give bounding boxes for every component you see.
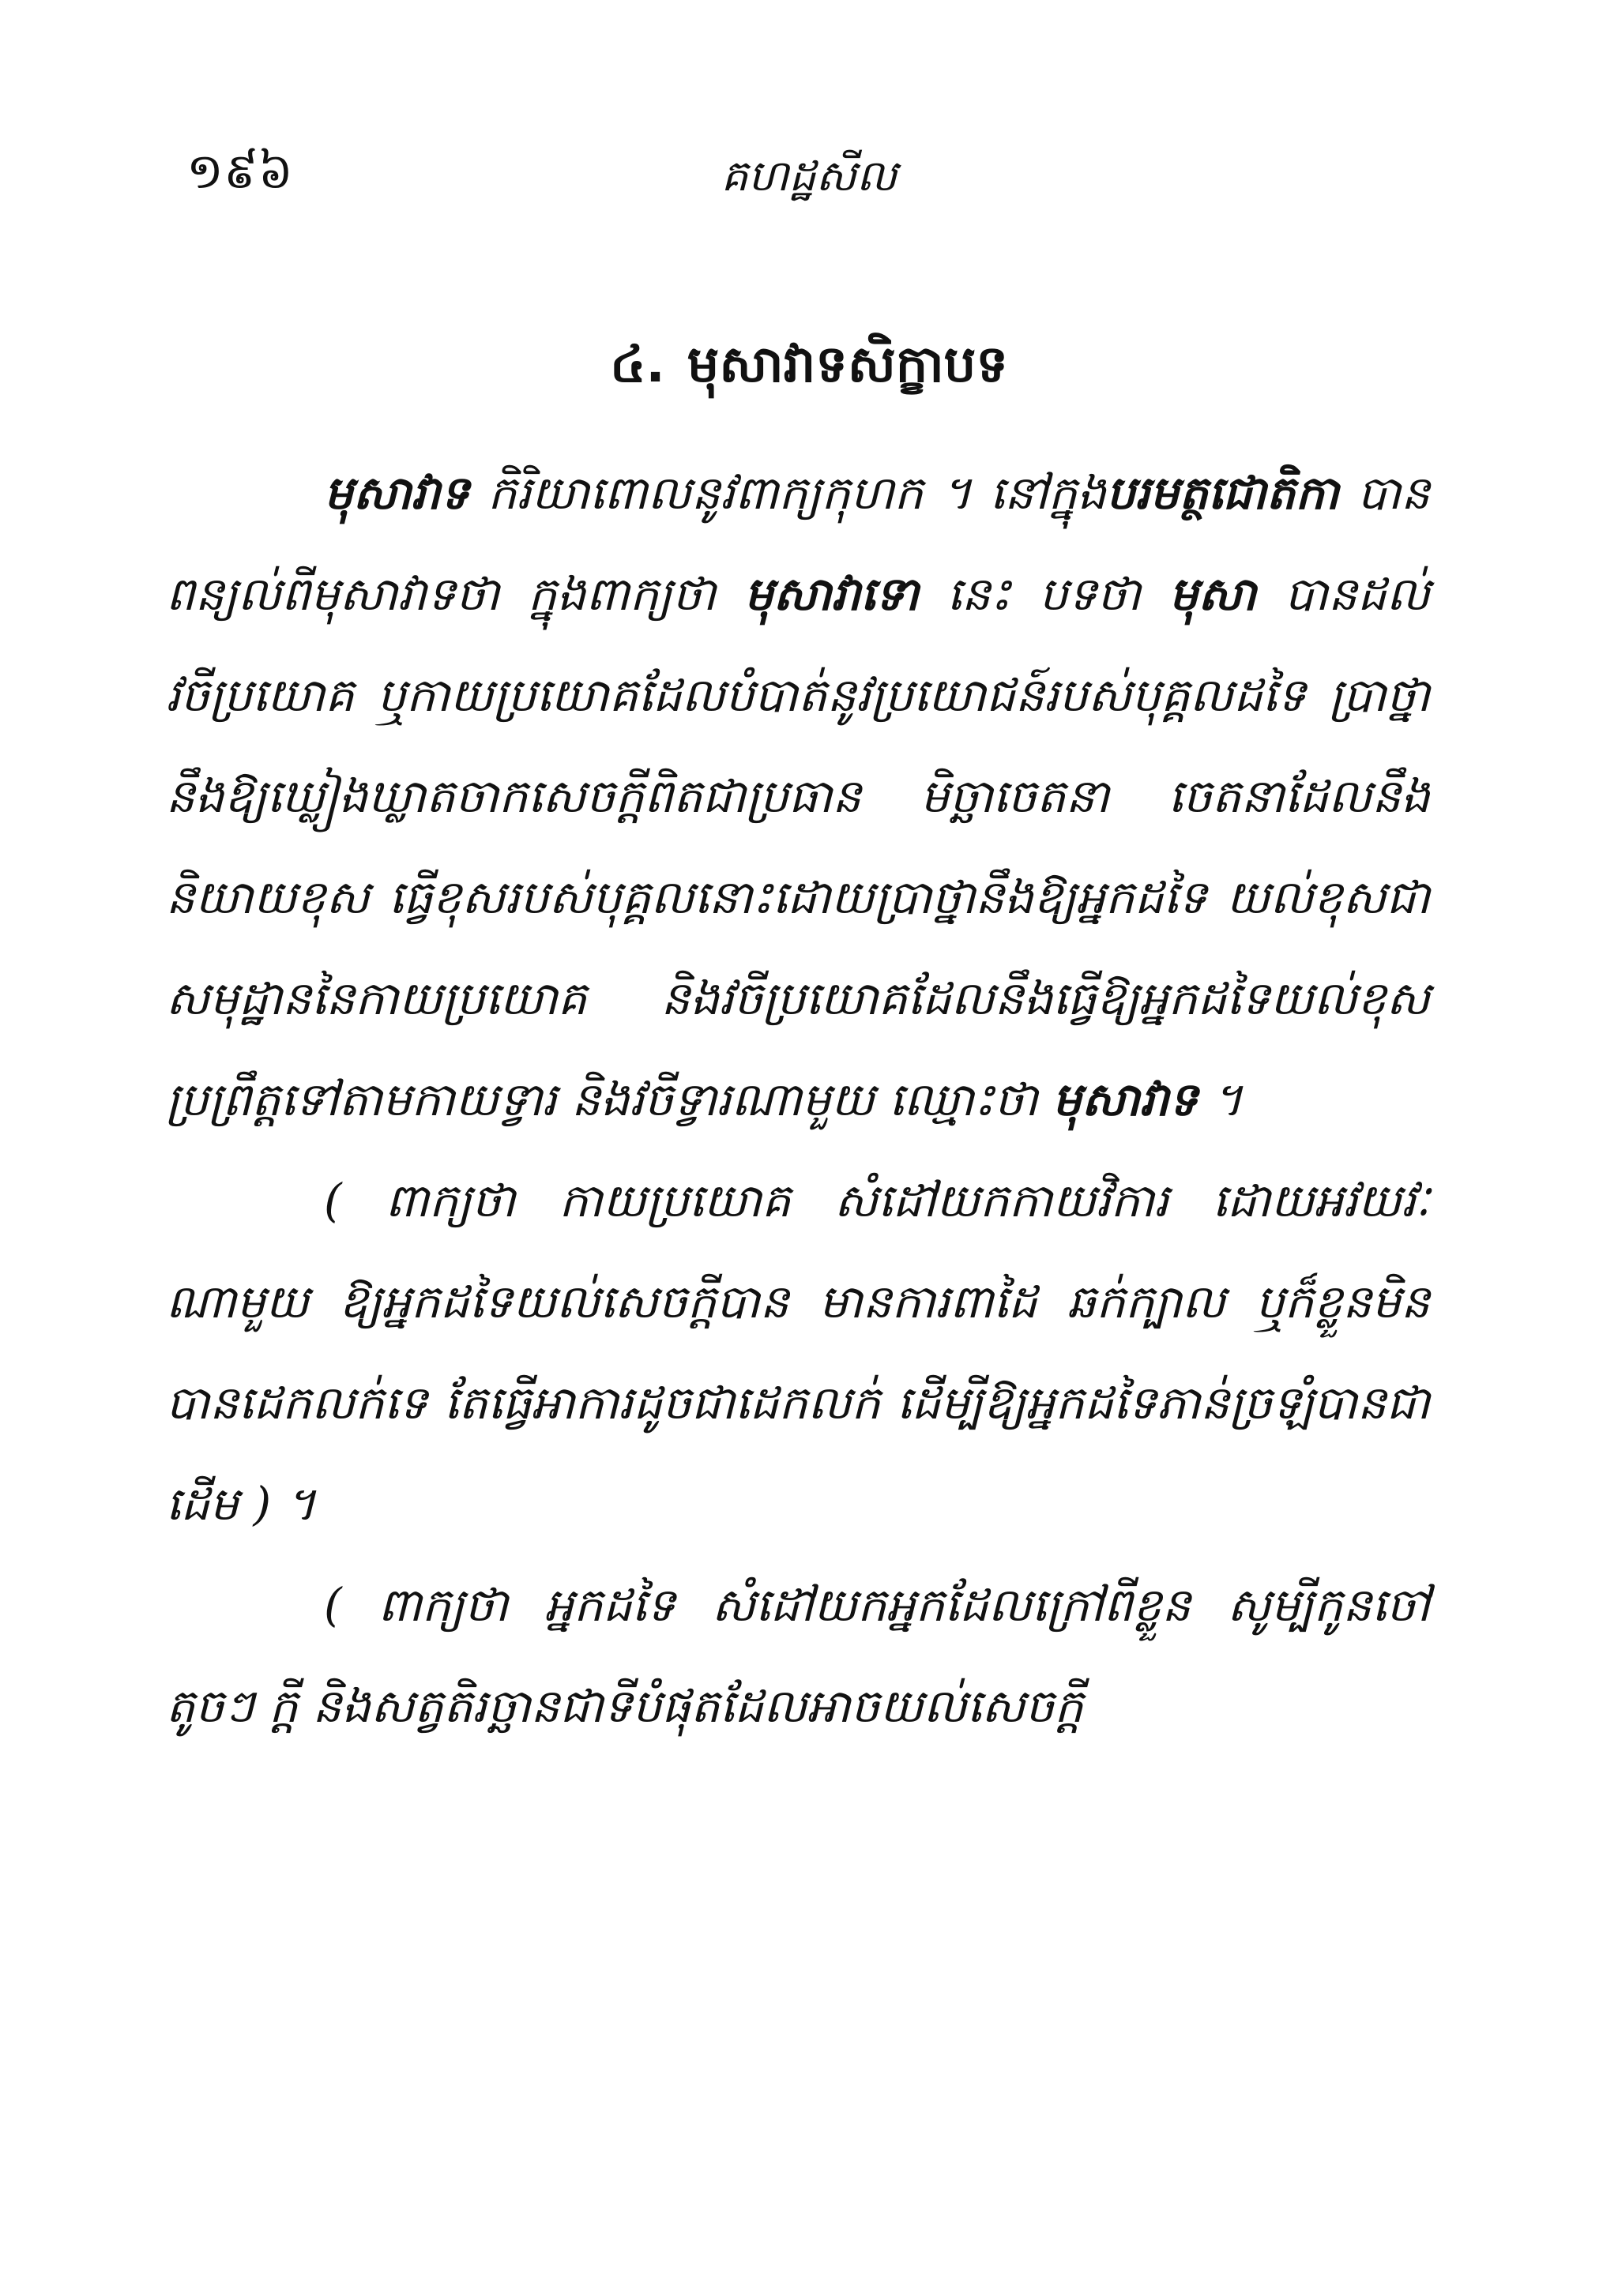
body-text [166,442,1430,1757]
paragraph-1-text: បានដល់ វចីប្រយោគ ឬកាយប្រយោគដែលបំបាត់នូវប្រយោជន៍របស់បុគ្គលដទៃ ប្រាថ្នានឹងឱ្យឃ្លៀងឃ្លាតចាកសេចក្តីពិតជាប្រធាន មិច្ឆាចេតនា ចេតនាដែលនឹងនិយាយខុស ធ្វើខុសរបស់បុគ្គលនោះដោយប្រាថ្នានឹងឱ្យអ្នកដទៃ យល់ខុសជាសមុដ្ឋាននៃកាយប្រយោគ និងវចីប្រយោគដែលនឹងធ្វើឱ្យអ្នកដទៃយល់ខុសប្រព្រឹត្តទៅតាមកាយទ្វារ និងវចីទ្វារណាមួយ ឈ្មោះថា [166,567,1430,1126]
paragraph-1 [166,442,1430,1150]
term-musavado: មុសាវាទោ [743,567,919,621]
section-title [0,336,1618,394]
section-number: ៤. [610,336,665,394]
paragraph-1-text: កិរិយាពោលនូវពាក្យកុហក ។ នៅក្នុង [469,466,1107,520]
paragraph-1-text: ។ [1198,1073,1243,1126]
paragraph-3: ( ពាក្យថា អ្នកដទៃ សំដៅយកអ្នកដែលក្រៅពីខ្លួន សូម្បីកូនចៅតូចៗ ក្តី និងសត្វតិរច្ឆានជាទីបំផុតដែលអាចយល់សេចក្តី [166,1578,1430,1733]
running-title: គហដ្ឋសីល [721,151,897,201]
paragraph-2: ( ពាក្យថា កាយប្រយោគ សំដៅយកកាយវិការ ដោយអវយវៈណាមួយ ឱ្យអ្នកដទៃយល់សេចក្តីបាន មានការពាដៃ ឆក់ក្បាល ឬក៏ខ្លួនមិនបានដេកលក់ទេ តែធ្វើអាការដូចជាដេកលក់ ដើម្បីឱ្យអ្នកដទៃភាន់ច្រឡំបានជាដើម ) ។ [166,1174,1430,1531]
term-paramattha-jotika: បរមត្ថជោតិកា [1106,466,1339,520]
page-number: ១៩៦ [186,142,293,200]
paragraph-1-text: បានពន្យល់ពីមុសាវាទថា ក្នុងពាក្យថា [166,466,1431,621]
section-title-text: មុសាវាទសិក្ខាបទ [687,336,1008,394]
term-musavada: មុសាវាទ [1052,1073,1198,1126]
term-musavada: មុសាវាទ [324,466,470,520]
term-musa: មុសា [1168,567,1257,621]
paragraph-1-text: នេះ បទថា [918,567,1169,621]
